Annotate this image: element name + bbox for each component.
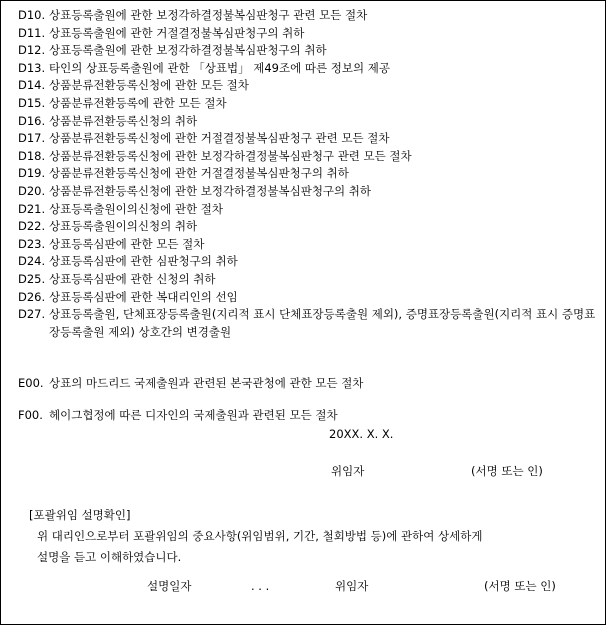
confirmation-body — [37, 526, 597, 568]
item-text: 상표등록출원, 단체표장등록출원(지리적 표시 단체표장등록출원 제외), 증명표장등록출원(지리적 표시 증명표장등록출원 제외) 상호간의 변경출원 — [49, 307, 596, 339]
item-code: D23. — [18, 236, 46, 251]
item-code: D19. — [18, 166, 46, 181]
item-text: 상품분류전환등록신청에 관한 보정각하결정불복심판청구 관련 모든 절차 — [49, 148, 412, 163]
item-code: D16. — [18, 113, 46, 128]
list-item — [18, 77, 598, 95]
item-code: F00. — [18, 408, 43, 422]
list-item — [18, 236, 598, 254]
list-item — [18, 25, 598, 43]
item-text: 상품분류전환등록신청에 관한 거절결정불복심판청구의 취하 — [49, 166, 349, 181]
list-item — [18, 306, 598, 341]
confirmation-delegator-label: 위임자 — [335, 579, 369, 593]
list-item — [18, 289, 598, 307]
confirmation-title: [포괄위임 설명확인] — [29, 508, 131, 522]
item-code: D21. — [18, 201, 46, 216]
list-item — [18, 253, 598, 271]
list-item — [18, 201, 598, 219]
item-text: 상표의 마드리드 국제출원과 관련된 본국관청에 관한 모든 절차 — [49, 376, 364, 390]
confirmation-signature-field[interactable]: (서명 또는 인) — [484, 579, 556, 593]
item-text: 상품분류전환등록신청에 관한 거절결정불복심판청구 관련 모든 절차 — [49, 131, 390, 146]
confirmation-line-2: 설명을 듣고 이해하였습니다. — [37, 550, 182, 564]
list-item — [18, 183, 598, 201]
item-text: 상표등록출원이의신청에 관한 절차 — [49, 201, 223, 216]
explanation-date-field[interactable]: . . . — [251, 579, 270, 593]
list-item — [18, 113, 598, 131]
confirmation-line-1: 위 대리인으로부터 포괄위임의 중요사항(위임범위, 기간, 철회방법 등)에 관하여 상세하게 — [37, 529, 483, 543]
item-text: 상품분류전환등록신청에 관한 보정각하결정불복심판청구의 취하 — [49, 183, 372, 198]
item-text: 상표등록출원에 관한 거절결정불복심판청구의 취하 — [49, 25, 305, 40]
document-date: 20XX. X. X. — [329, 427, 394, 441]
item-text: 상품분류전환등록에 관한 모든 절차 — [49, 95, 227, 110]
item-code: D13. — [18, 60, 46, 75]
item-text: 상표등록심판에 관한 신청의 취하 — [49, 271, 216, 286]
explanation-date-label: 설명일자 — [147, 579, 192, 593]
item-text: 헤이그협정에 따른 디자인의 국제출원과 관련된 모든 절차 — [49, 408, 338, 422]
item-text: 상품분류전환등록신청의 취하 — [49, 113, 198, 128]
item-code: D24. — [18, 254, 46, 269]
item-code: D22. — [18, 219, 46, 234]
item-text: 상표등록심판에 관한 모든 절차 — [49, 236, 205, 251]
delegator-label: 위임자 — [331, 464, 365, 478]
item-text: 상품분류전환등록신청에 관한 모든 절차 — [49, 78, 249, 93]
list-item — [18, 7, 598, 25]
item-code: D26. — [18, 289, 46, 304]
item-code: D14. — [18, 78, 46, 93]
item-code: D25. — [18, 271, 46, 286]
e00-item — [18, 375, 363, 393]
list-item — [18, 218, 598, 236]
item-code: D15. — [18, 95, 46, 110]
item-code: E00. — [18, 376, 44, 390]
item-code: D10. — [18, 8, 46, 22]
item-text: 상표등록출원에 관한 보정각하결정불복심판청구 관련 모든 절차 — [49, 8, 368, 22]
delegated-procedures-list — [18, 7, 598, 341]
item-text: 상표등록출원이의신청의 취하 — [49, 219, 198, 234]
list-item — [18, 60, 598, 78]
list-item — [18, 148, 598, 166]
item-code: D17. — [18, 131, 46, 146]
f00-item — [18, 407, 338, 425]
list-item — [18, 42, 598, 60]
signature-field[interactable]: (서명 또는 인) — [471, 464, 543, 478]
item-text: 상표등록심판에 관한 심판청구의 취하 — [49, 254, 238, 269]
list-item — [18, 271, 598, 289]
item-code: D12. — [18, 43, 46, 58]
item-text: 타인의 상표등록출원에 관한 「상표법」 제49조에 따른 정보의 제공 — [49, 60, 390, 75]
list-item — [18, 165, 598, 183]
item-code: D18. — [18, 148, 46, 163]
list-item — [18, 95, 598, 113]
item-code: D27. — [18, 307, 46, 322]
item-code: D11. — [18, 25, 46, 40]
item-code: D20. — [18, 183, 46, 198]
item-text: 상표등록출원에 관한 보정각하결정불복심판청구의 취하 — [49, 43, 327, 58]
item-text: 상표등록심판에 관한 복대리인의 선임 — [49, 289, 238, 304]
list-item — [18, 130, 598, 148]
